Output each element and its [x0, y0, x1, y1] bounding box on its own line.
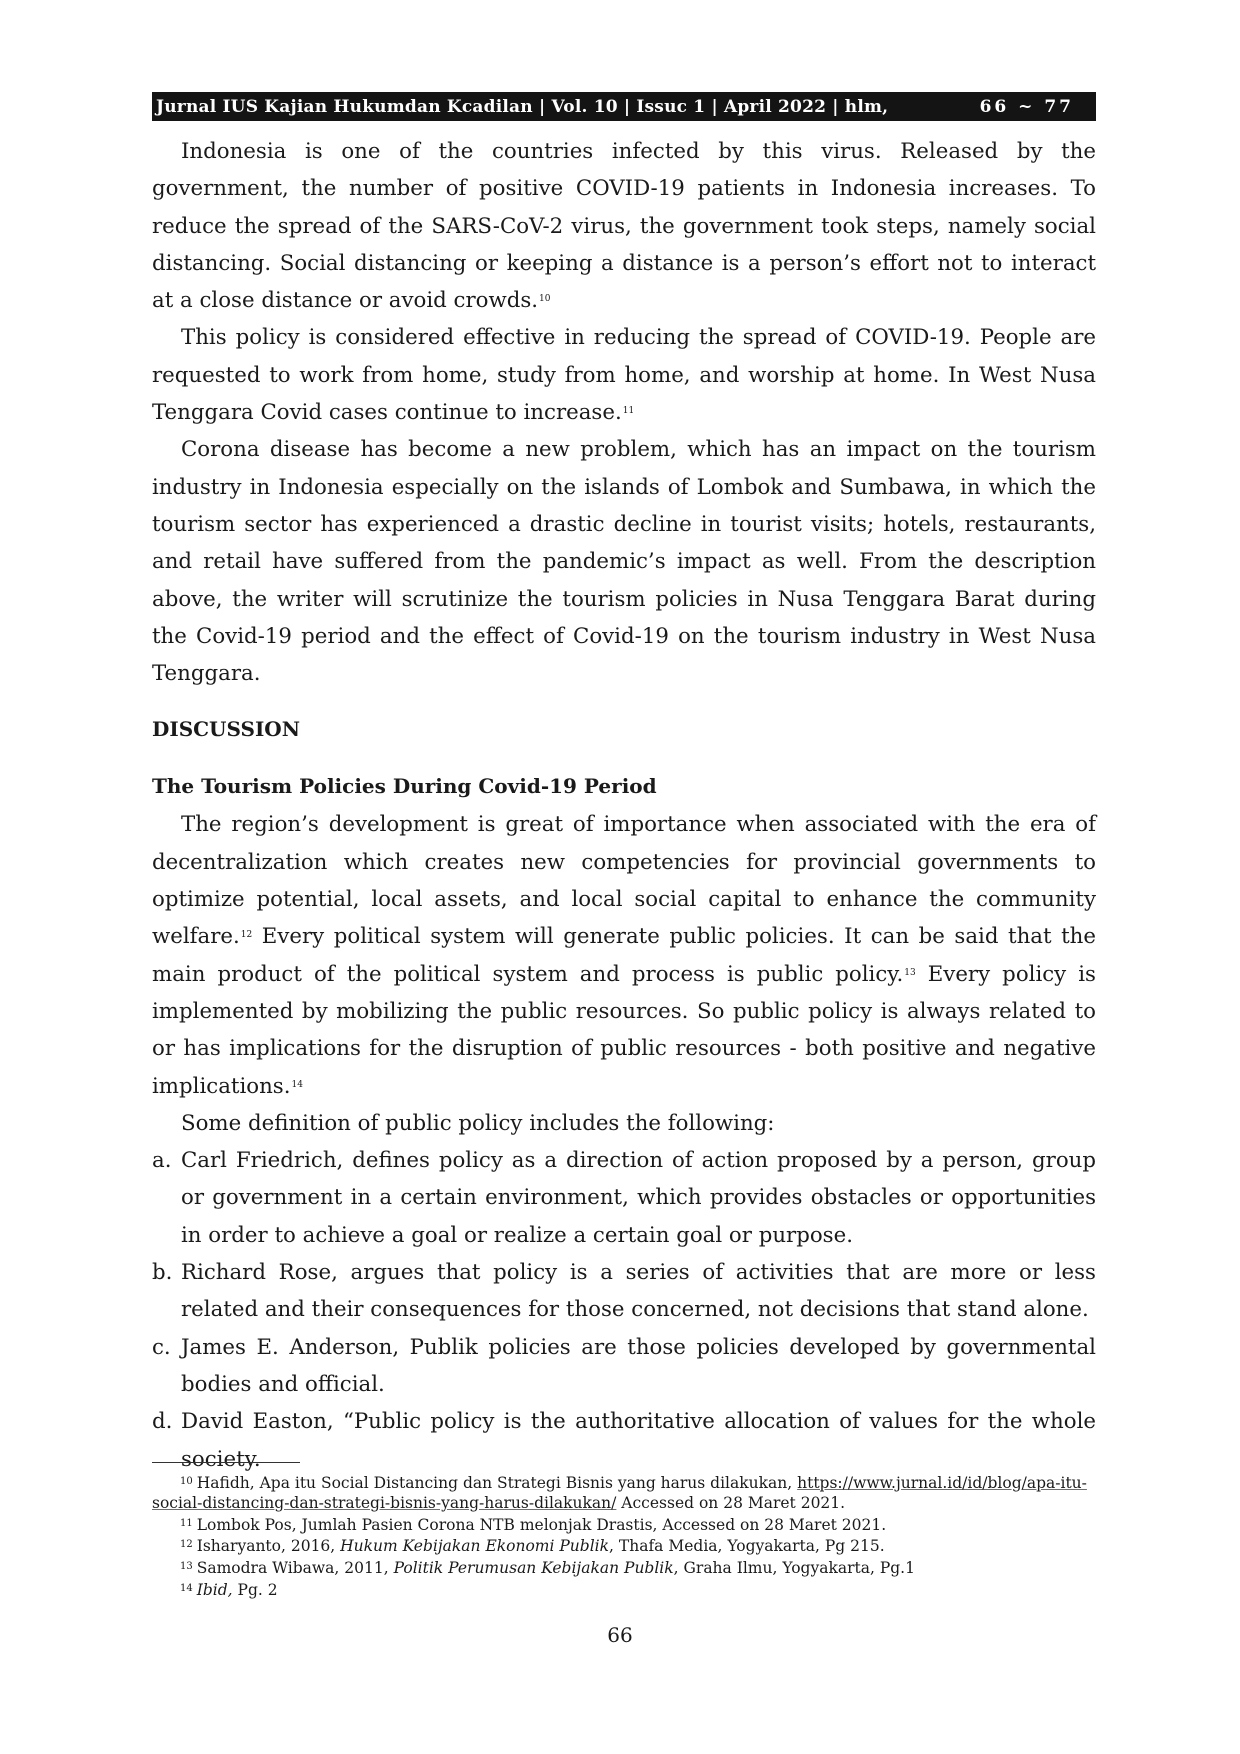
footnote-link[interactable]: https://www.jurnal.id/id/blog/apa-itu-social-distancing-dan-strategi-bisnis-yang-harus-dilakukan/ — [152, 1474, 1087, 1512]
footnote-text: Accessed on 28 Maret 2021. — [616, 1493, 846, 1512]
list-item-text: Carl Friedrich, defines policy as a direction of action proposed by a person, group or government in a certain environment, which provides obstacles or opportunities in order to achieve a goal or realize a certain goal or purpose. — [181, 1148, 1096, 1248]
footnote-ref[interactable]: 12 — [240, 930, 253, 941]
footnotes — [152, 1462, 1096, 1601]
running-header — [152, 92, 1096, 121]
list-item-text: David Easton, “Public policy is the authoritative allocation of values for the whole society. — [181, 1409, 1096, 1472]
footnote-number: 13 — [180, 1561, 193, 1573]
footnote-divider — [152, 1462, 300, 1463]
list-item — [152, 1142, 1096, 1254]
footnote-text: Lombok Pos, Jumlah Pasien Corona NTB melonjak Drastis, Accessed on 28 Maret 2021. — [196, 1515, 887, 1534]
footnote-number: 11 — [180, 1517, 193, 1529]
paragraph — [152, 806, 1096, 1104]
footnote-number: 12 — [180, 1539, 193, 1551]
paragraph-text: Indonesia is one of the countries infected by this virus. Released by the government, the number of positive COVID-19 patients in Indonesia increases. To reduce the spread of the SARS-CoV-2 virus, the government took steps, namely social distancing. Social distancing or keeping a distance is a person’s effort not to interact at a close distance or avoid crowds. — [152, 139, 1096, 314]
footnote-ref[interactable]: 10 — [539, 294, 551, 305]
paragraph-text: Corona disease has become a new problem, which has an impact on the tourism industry in Indonesia especially on the islands of Lombok and Sumbawa, in which the tourism sector has experienced a drastic decline in tourist visits; hotels, restaurants, and retail have suffered from the pandemic’s impact as well. From the description above, the writer will scrutinize the tourism policies in Nusa Tenggara Barat during the Covid-19 period and the effect of Covid-19 on the tourism industry in West Nusa Tenggara. — [152, 437, 1096, 687]
sub-heading: The Tourism Policies During Covid-19 Period — [152, 774, 657, 799]
footnote-11 — [152, 1514, 1096, 1536]
journal-citation: Jurnal IUS Kajian Hukumdan Kcadilan | Vol. 10 | Issuc 1 | April 2022 | hlm, — [156, 96, 889, 117]
footnote-ref[interactable]: 13 — [904, 967, 916, 978]
footnote-number: 10 — [180, 1476, 193, 1487]
paragraph-text: The region’s development is great of importance when associated with the era of decentralization which creates new competencies for provincial governments to optimize potential, local assets, and local social capital to enhance the community welfare. — [152, 812, 1096, 950]
paragraph-text: Every policy is implemented by mobilizing the public resources. So public policy is always related to or has implications for the disruption of public resources - both positive and negative implications. — [152, 961, 1096, 1099]
footnote-10 — [152, 1472, 1096, 1514]
paragraph-text: This policy is considered effective in reducing the spread of COVID-19. People are requested to work from home, study from home, and worship at home. In West Nusa Tenggara Covid cases continue to increase. — [152, 325, 1096, 426]
list-marker: d. — [152, 1409, 173, 1435]
paragraph — [152, 319, 1096, 431]
page-range: 66 ~ 77 — [979, 96, 1074, 117]
paragraph — [152, 431, 1096, 692]
footnote-text: Samodra Wibawa, 2011, — [196, 1559, 394, 1578]
body-text — [152, 133, 1096, 1478]
footnote-text: Isharyanto, 2016, — [196, 1537, 341, 1556]
list-item-text: James E. Anderson, Publik policies are those policies developed by governmental bodies and official. — [181, 1334, 1096, 1397]
footnote-14 — [152, 1579, 1096, 1601]
footnote-ref[interactable]: 14 — [291, 1079, 303, 1090]
footnote-text: , Thafa Media, Yogyakarta, Pg 215. — [609, 1537, 885, 1556]
footnote-number: 14 — [180, 1582, 193, 1594]
definitions-list — [152, 1142, 1096, 1478]
definitions-intro: Some definition of public policy includes the following: — [181, 1110, 775, 1136]
page — [152, 92, 1096, 1478]
footnote-ref[interactable]: 11 — [622, 406, 635, 417]
footnote-book-title: Hukum Kebijakan Ekonomi Publik — [340, 1537, 610, 1556]
paragraph-text: Every political system will generate public policies. It can be said that the main product of the political system and process is public policy. — [152, 924, 1096, 987]
footnote-book-title: Politik Perumusan Kebijakan Publik — [393, 1559, 674, 1578]
footnote-text: Hafidh, Apa itu Social Distancing dan Strategi Bisnis yang harus dilakukan, — [196, 1474, 798, 1492]
footnote-text: , Graha Ilmu, Yogyakarta, Pg.1 — [673, 1559, 915, 1578]
footnote-book-title: Ibid, — [196, 1580, 233, 1599]
footnote-13 — [152, 1557, 1096, 1579]
list-marker: c. — [152, 1334, 171, 1360]
list-item — [152, 1329, 1096, 1404]
page-number: 66 — [607, 1623, 633, 1647]
footnote-12 — [152, 1535, 1096, 1557]
list-item-text: Richard Rose, argues that policy is a series of activities that are more or less related and their consequences for those concerned, not decisions that stand alone. — [181, 1260, 1096, 1323]
list-marker: b. — [152, 1260, 173, 1286]
section-heading: DISCUSSION — [152, 717, 301, 742]
list-marker: a. — [152, 1148, 172, 1174]
paragraph — [152, 133, 1096, 319]
list-item — [152, 1254, 1096, 1329]
footnote-text: Pg. 2 — [232, 1580, 278, 1599]
